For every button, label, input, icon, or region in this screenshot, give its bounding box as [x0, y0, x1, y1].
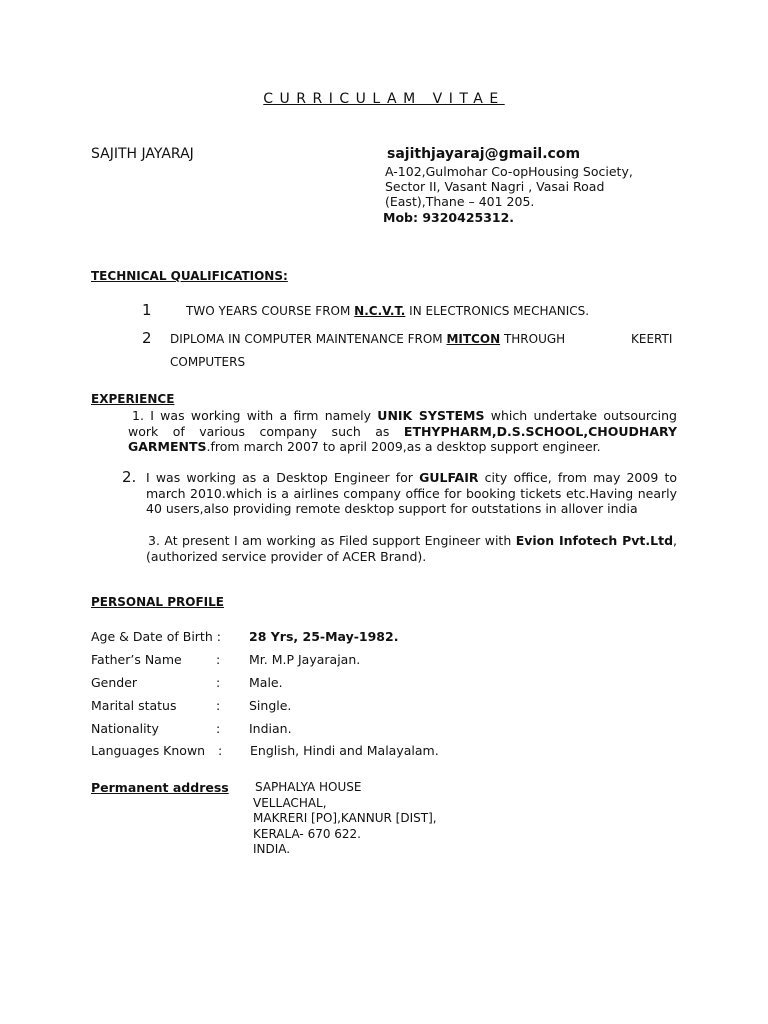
profile-value: 28 Yrs, 25-May-1982. — [249, 629, 399, 644]
profile-colon: : — [216, 698, 221, 713]
profile-colon: : — [216, 652, 221, 667]
mobile-number: Mob: 9320425312. — [383, 210, 515, 225]
candidate-name: SAJITH JAYARAJ — [91, 146, 194, 162]
qualification-item-continued: COMPUTERS — [170, 355, 246, 369]
experience-item: 3. At present I am working as Filed support Engineer with Evion Infotech Pvt.Ltd,(authorized service provider of ACER Brand). — [146, 533, 677, 564]
experience-item: 1. I was working with a firm namely UNIK SYSTEMS which undertake outsourcing work of various company such as ETHYPHARM,D.S.SCHOOL,CHOUDHARY GARMENTS.from march 2007 to april 2009,as a desktop support engineer. — [128, 408, 677, 454]
qualification-item: DIPLOMA IN COMPUTER MAINTENANCE FROM MITCON THROUGH — [170, 332, 566, 346]
profile-value: English, Hindi and Malayalam. — [250, 743, 439, 758]
document-title: CURRICULAM VITAE — [263, 91, 505, 107]
profile-value: Indian. — [249, 721, 292, 736]
qualification-item: TWO YEARS COURSE FROM N.C.V.T. IN ELECTRONICS MECHANICS. — [186, 304, 590, 318]
profile-label: Age & Date of Birth : — [91, 629, 221, 644]
qualification-number: 1 — [142, 301, 152, 319]
permanent-address-line: MAKRERI [PO],KANNUR [DIST], — [253, 811, 437, 825]
address-line: (East),Thane – 401 205. — [385, 194, 535, 209]
address-line: A-102,Gulmohar Co-opHousing Society, — [385, 164, 633, 179]
address-line: Sector II, Vasant Nagri , Vasai Road — [385, 179, 605, 194]
email-address: sajithjayaraj@gmail.com — [387, 146, 581, 162]
experience-number: 2. — [122, 468, 137, 486]
profile-value: Male. — [249, 675, 283, 690]
profile-colon: : — [216, 721, 221, 736]
profile-label: Gender — [91, 675, 138, 690]
permanent-address-line: VELLACHAL, — [253, 796, 327, 810]
profile-label: Marital status — [91, 698, 177, 713]
section-heading-experience: EXPERIENCE — [91, 392, 175, 406]
permanent-address-line: INDIA. — [253, 842, 291, 856]
permanent-address-line: KERALA- 670 622. — [253, 827, 361, 841]
permanent-address-line: SAPHALYA HOUSE — [255, 780, 362, 794]
experience-item: I was working as a Desktop Engineer for GULFAIR city office, from may 2009 to march 2010.which is a airlines company office for booking tickets etc.Having nearly 40 users,also providing remote desktop support for outstations in allover india — [146, 470, 677, 516]
profile-colon: : — [216, 675, 221, 690]
section-heading-personal: PERSONAL PROFILE — [91, 595, 224, 609]
profile-colon: : — [218, 743, 223, 758]
profile-label: Nationality — [91, 721, 159, 736]
profile-value: Single. — [249, 698, 292, 713]
permanent-address-heading: Permanent address — [91, 780, 229, 795]
qualification-number: 2 — [142, 329, 152, 347]
section-heading-technical: TECHNICAL QUALIFICATIONS: — [91, 269, 288, 283]
qualification-item-end: KEERTI — [631, 332, 673, 346]
profile-value: Mr. M.P Jayarajan. — [249, 652, 361, 667]
profile-label: Father’s Name — [91, 652, 182, 667]
profile-label: Languages Known — [91, 743, 206, 758]
